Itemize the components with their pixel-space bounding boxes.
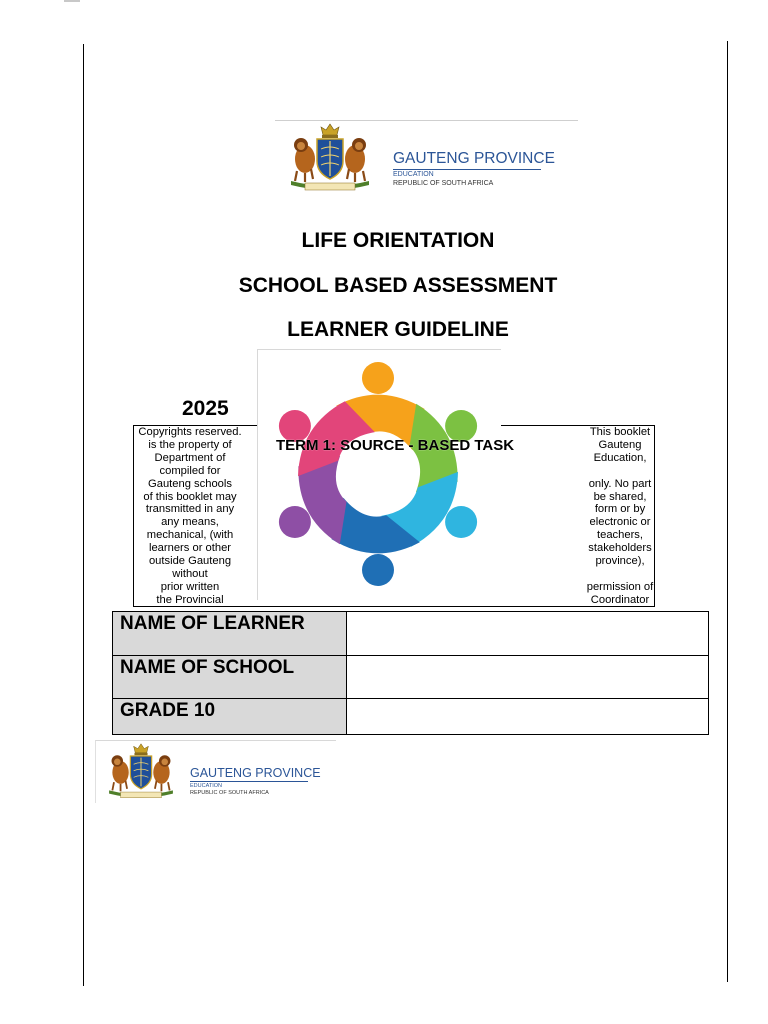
logo-underline — [393, 169, 541, 170]
copyright-line: Gauteng — [598, 438, 642, 451]
copyright-line: Coordinator — [590, 593, 650, 606]
logo-brand-text: GAUTENG PROVINCE — [190, 766, 321, 780]
learner-name-field[interactable] — [347, 612, 709, 656]
gauteng-logo-top — [275, 120, 578, 196]
year-label: 2025 — [182, 397, 229, 420]
copyright-line: Education, — [593, 451, 647, 464]
title-subject: LIFE ORIENTATION — [301, 229, 495, 252]
circle-of-people-icon — [258, 350, 501, 600]
logo-underline — [190, 781, 308, 782]
table-row — [113, 612, 709, 656]
copyright-line: stakeholders — [588, 542, 652, 555]
learner-name-label: NAME OF LEARNER — [113, 612, 347, 656]
person-head — [279, 506, 311, 538]
copyright-line: only. No part — [588, 477, 652, 490]
copyright-right-column — [578, 426, 662, 607]
title-assessment: SCHOOL BASED ASSESSMENT — [238, 274, 558, 297]
logo-brand-text: GAUTENG PROVINCE — [393, 150, 555, 167]
copyright-line: form or by — [594, 503, 646, 516]
logo-country-text: REPUBLIC OF SOUTH AFRICA — [190, 790, 269, 796]
learner-info-table — [112, 611, 709, 735]
copyright-line: the Provincial — [156, 593, 224, 606]
copyright-line: compiled for — [159, 464, 221, 477]
copyright-line: transmitted in any — [145, 503, 235, 516]
copyright-line: This booklet — [589, 426, 651, 438]
person-head — [362, 554, 394, 586]
page-corner-mark — [64, 0, 80, 2]
table-row — [113, 656, 709, 699]
copyright-line: Department of — [154, 451, 226, 464]
copyright-line — [578, 568, 662, 581]
person-head — [362, 362, 394, 394]
copyright-line: teachers, — [596, 529, 644, 542]
copyright-left-column — [136, 426, 244, 607]
copyright-line: outside Gauteng — [148, 555, 232, 568]
copyright-line: Gauteng schools — [148, 477, 232, 490]
copyright-line: Copyrights reserved. — [138, 426, 242, 438]
school-name-label: NAME OF SCHOOL — [113, 656, 347, 699]
copyright-line: prior written — [160, 580, 220, 593]
school-name-field[interactable] — [347, 656, 709, 699]
copyright-line: is the property of — [148, 438, 232, 451]
left-border-line — [83, 44, 84, 986]
term-title: TERM 1: SOURCE - BASED TASK — [276, 437, 515, 454]
copyright-line — [578, 465, 662, 478]
copyright-line: electronic or — [589, 516, 651, 529]
logo-department-text: EDUCATION — [393, 171, 434, 178]
gauteng-logo-bottom — [95, 740, 336, 803]
copyright-line: mechanical, (with — [146, 529, 234, 542]
person-head — [445, 506, 477, 538]
copyright-line: any means, — [161, 516, 219, 529]
right-border-line — [727, 41, 728, 982]
copyright-line: learners or other — [148, 542, 232, 555]
copyright-line: be shared, — [593, 490, 647, 503]
coat-of-arms-icon — [275, 121, 385, 196]
grade-field[interactable] — [347, 699, 709, 735]
grade-label: GRADE 10 — [113, 699, 347, 735]
circle-of-people-image — [257, 349, 501, 600]
coat-of-arms-icon — [96, 741, 186, 803]
logo-department-text: EDUCATION — [190, 783, 222, 789]
copyright-line: permission of — [586, 580, 654, 593]
copyright-line: province), — [595, 555, 645, 568]
logo-country-text: REPUBLIC OF SOUTH AFRICA — [393, 180, 494, 187]
table-row — [113, 699, 709, 735]
title-guideline: LEARNER GUIDELINE — [287, 318, 509, 341]
copyright-line: without — [172, 567, 208, 580]
copyright-line: of this booklet may — [143, 490, 237, 503]
